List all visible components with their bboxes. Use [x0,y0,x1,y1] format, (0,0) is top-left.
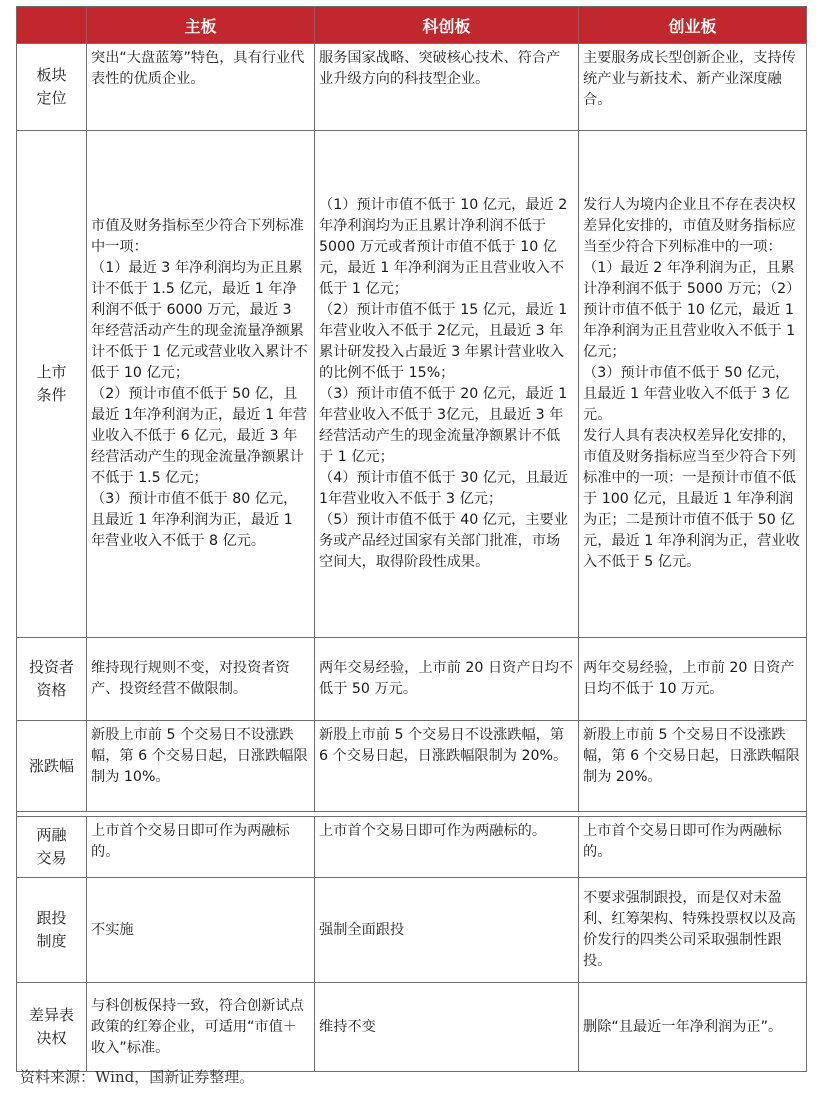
listing-gem-dual-class: 发行人具有表决权差异化安排的，市值及财务指标应当至少符合下列标准中的一项：一是预计市值不低于 100 亿元，且最近 1 年净利润为正；二是预计市值不低于 50 亿元，最近 1 年净利润为正，营业收入不低于 5 亿元。 [583,428,800,570]
table-row [17,878,807,983]
cell-main-positioning: 突出“大盘蓝筹”特色，具有行业代表性的优质企业。 [87,44,315,131]
table-row [17,983,807,1072]
cell-star-positioning: 服务国家战略、突破核心技术、符合产业升级方向的科技型企业。 [315,44,579,131]
table-row [17,721,807,812]
cell-gem-limit: 新股上市前 5 个交易日不设涨跌幅，第 6 个交易日起，日涨跌幅限制为 20%。 [579,721,807,812]
label-text: 投资者 资格 [28,658,74,699]
cell-main-follow: 不实施 [87,878,315,983]
table-row [17,131,807,638]
label-text: 涨跌幅 [28,756,74,775]
cell-gem-investor: 两年交易经验，上市前 20 日资产日均不低于 10 万元。 [579,638,807,721]
row-label-margin [17,817,87,878]
listing-main-item-3: （3）预计市值不低于 80 亿元，且最近 1 年净利润为正，最近 1 年营业收入不低于 8 亿元。 [91,491,298,549]
label-text: 上市 条件 [36,363,67,404]
source-note: 资料来源：Wind，国新证券整理。 [20,1068,255,1086]
listing-star-item-2: （2）预计市值不低于 15 亿元，最近 1年营业收入不低于 2亿元，且最近 3 年累计研发投入占最近 3 年累计营业收入的比例不低于 15%； [319,302,568,381]
row-label-listing [17,131,87,638]
cell-star-diff: 维持不变 [315,983,579,1072]
listing-star-item-3: （3）预计市值不低于 20 亿元，最近 1年营业收入不低于 3亿元，且最近 3 年经营活动产生的现金流量净额累计不低于 1 亿元； [319,386,568,465]
row-label-follow [17,878,87,983]
listing-main-item-1: （1）最近 3 年净利润均为正且累计不低于 1.5 亿元，最近 1 年净利润不低于 6000 万元，最近 3 年经营活动产生的现金流量净额累计不低于 1 亿元或营业收入累计不低于 10 亿元； [91,260,308,381]
row-label-diff [17,983,87,1072]
header-chinext: 创业板 [579,7,807,44]
listing-main-intro: 市值及财务指标至少符合下列标准中一项： [91,218,304,255]
table-header-row [17,7,807,44]
cell-main-margin: 上市首个交易日即可作为两融标的。 [87,817,315,878]
cell-gem-listing [579,131,807,638]
row-label-limit [17,721,87,812]
listing-star-item-4: （4）预计市值不低于 30 亿元，且最近 1年营业收入不低于 3 亿元； [319,470,568,507]
row-label-positioning [17,44,87,131]
cell-star-limit: 新股上市前 5 个交易日不设涨跌幅，第 6 个交易日起，日涨跌幅限制为 20%。 [315,721,579,812]
cell-main-diff: 与科创板保持一致，符合创新试点政策的红筹企业，可适用“市值＋收入”标准。 [87,983,315,1072]
cell-main-listing [87,131,315,638]
row-label-investor [17,638,87,721]
listing-gem-intro: 发行人为境内企业且不存在表决权差异化安排的，市值及财务指标应当至少符合下列标准中的一项： [583,197,796,255]
cell-gem-follow: 不要求强制跟投，而是仅对未盈利、红筹架构、特殊投票权以及高价发行的四类公司采取强制性跟投。 [579,878,807,983]
listing-star-item-5: （5）预计市值不低于 40 亿元，主要业务或产品经过国家有关部门批准，市场空间大，取得阶段性成果。 [319,512,568,570]
cell-star-follow: 强制全面跟投 [315,878,579,983]
listing-gem-item-1-2: （1）最近 2 年净利润为正，且累计净利润不低于 5000 万元；（2）预计市值不低于 10 亿元，最近 1 年净利润为正且营业收入不低于 1 亿元； [583,260,801,360]
listing-star-item-1: （1）预计市值不低于 10 亿元，最近 2 年净利润均为正且累计净利润不低于 5000 万元或者预计市值不低于 10 亿元，最近 1 年净利润为正且营业收入不低于 1 亿元； [319,197,568,297]
header-blank [17,7,87,44]
listing-gem-item-3: （3）预计市值不低于 50 亿元，且最近 1 年营业收入不低于 3 亿元。 [583,365,790,423]
board-comparison-table [16,6,807,1072]
label-text: 差异表 决权 [28,1006,74,1047]
label-text: 跟投 制度 [36,909,67,950]
cell-star-investor: 两年交易经验，上市前 20 日资产日均不低于 50 万元。 [315,638,579,721]
header-star-market: 科创板 [315,7,579,44]
cell-gem-positioning: 主要服务成长型创新企业，支持传统产业与新技术、新产业深度融合。 [579,44,807,131]
cell-main-investor: 维持现行规则不变，对投资者资产、投资经营不做限制。 [87,638,315,721]
label-text: 板块 定位 [36,66,67,107]
cell-star-margin: 上市首个交易日即可作为两融标的。 [315,817,579,878]
table-row [17,44,807,131]
label-text: 两融 交易 [36,826,67,867]
table-row [17,638,807,721]
table-row [17,817,807,878]
cell-gem-margin: 上市首个交易日即可作为两融标的。 [579,817,807,878]
cell-gem-diff: 删除“且最近一年净利润为正”。 [579,983,807,1072]
header-main-board: 主板 [87,7,315,44]
cell-star-listing [315,131,579,638]
cell-main-limit: 新股上市前 5 个交易日不设涨跌幅，第 6 个交易日起，日涨跌幅限制为 10%。 [87,721,315,812]
listing-main-item-2: （2）预计市值不低于 50 亿，且最近 1年净利润为正，最近 1 年营业收入不低于 6 亿元，最近 3 年经营活动产生的现金流量净额累计不低于 1.5 亿元； [91,386,308,486]
